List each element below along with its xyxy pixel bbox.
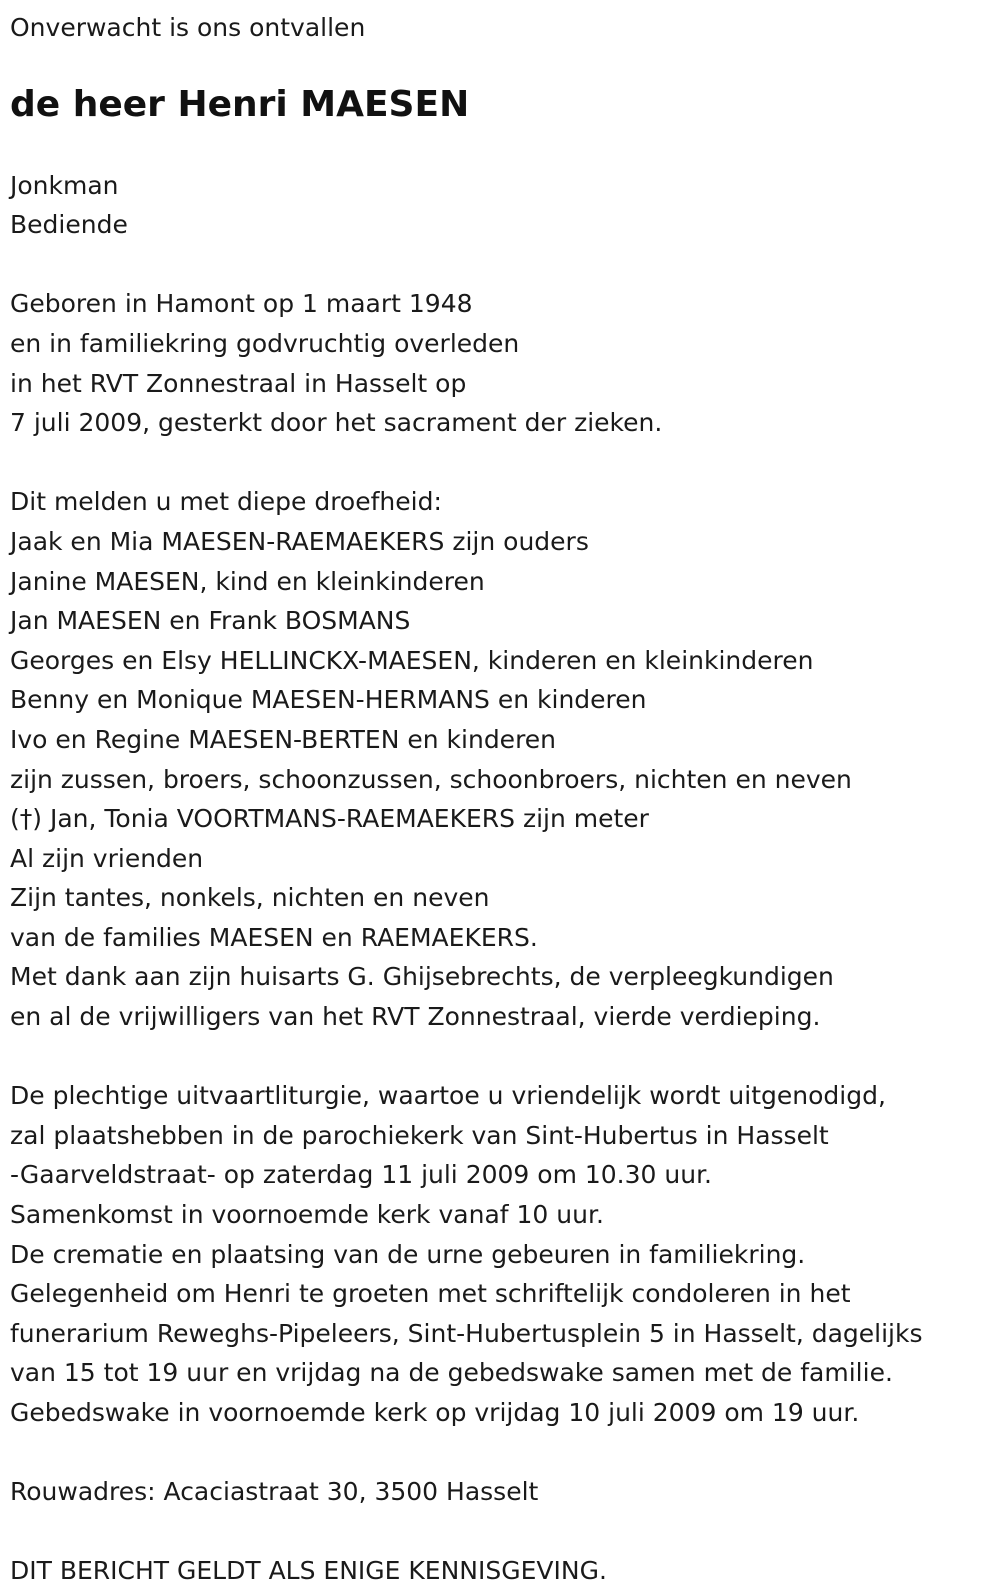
mourners-line: zijn zussen, broers, schoonzussen, schoonbroers, nichten en neven — [10, 764, 852, 794]
mourners-line: Jaak en Mia MAESEN-RAEMAEKERS zijn ouders — [10, 526, 589, 556]
birth-death-block — [10, 284, 990, 442]
descriptor-line: Bediende — [10, 210, 128, 240]
mourners-line: van de families MAESEN en RAEMAEKERS. — [10, 922, 538, 952]
mourners-line: Benny en Monique MAESEN-HERMANS en kinderen — [10, 685, 647, 715]
mourning-address: Rouwadres: Acaciastraat 30, 3500 Hasselt — [10, 1477, 539, 1507]
intro-line: Onverwacht is ons ontvallen — [10, 13, 366, 42]
mourners-line: Dit melden u met diepe droefheid: — [10, 487, 442, 517]
birth-death-line: 7 juli 2009, gesterkt door het sacrament der zieken. — [10, 408, 663, 438]
descriptor-line: Jonkman — [10, 170, 119, 200]
funeral-line: De plechtige uitvaartliturgie, waartoe u vriendelijk wordt uitgenodigd, — [10, 1081, 886, 1111]
descriptors-block — [10, 166, 990, 245]
mourners-line: Zijn tantes, nonkels, nichten en neven — [10, 883, 490, 913]
funeral-line: van 15 tot 19 uur en vrijdag na de gebedswake samen met de familie. — [10, 1358, 893, 1388]
mourners-line: Jan MAESEN en Frank BOSMANS — [10, 606, 411, 636]
mourners-block — [10, 482, 990, 1036]
birth-death-line: in het RVT Zonnestraal in Hasselt op — [10, 368, 467, 398]
spacer — [10, 1433, 990, 1473]
birth-death-line: Geboren in Hamont op 1 maart 1948 — [10, 289, 473, 319]
mourners-line: Al zijn vrienden — [10, 843, 204, 873]
funeral-line: Samenkomst in voornoemde kerk vanaf 10 uur. — [10, 1200, 604, 1230]
mourners-line: en al de vrijwilligers van het RVT Zonnestraal, vierde verdieping. — [10, 1002, 821, 1032]
sole-notice: DIT BERICHT GELDT ALS ENIGE KENNISGEVING. — [10, 1556, 607, 1586]
spacer — [10, 443, 990, 483]
mourners-line: Met dank aan zijn huisarts G. Ghijsebrechts, de verpleegkundigen — [10, 962, 834, 992]
funeral-line: funerarium Reweghs-Pipeleers, Sint-Hubertusplein 5 in Hasselt, dagelijks — [10, 1318, 923, 1348]
mourners-line: Georges en Elsy HELLINCKX-MAESEN, kinderen en kleinkinderen — [10, 645, 814, 675]
spacer — [10, 1037, 990, 1077]
mourners-line: Janine MAESEN, kind en kleinkinderen — [10, 566, 485, 596]
funeral-line: -Gaarveldstraat- op zaterdag 11 juli 2009 om 10.30 uur. — [10, 1160, 713, 1190]
mourners-line: Ivo en Regine MAESEN-BERTEN en kinderen — [10, 724, 557, 754]
funeral-line: zal plaatshebben in de parochiekerk van Sint-Hubertus in Hasselt — [10, 1120, 829, 1150]
birth-death-line: en in familiekring godvruchtig overleden — [10, 328, 520, 358]
funeral-line: Gelegenheid om Henri te groeten met schriftelijk condoleren in het — [10, 1279, 851, 1309]
deceased-name: de heer Henri MAESEN — [10, 83, 470, 125]
funeral-line: De crematie en plaatsing van de urne gebeuren in familiekring. — [10, 1239, 806, 1269]
mourners-line: (†) Jan, Tonia VOORTMANS-RAEMAEKERS zijn meter — [10, 804, 649, 834]
obituary-notice — [10, 8, 990, 1591]
spacer — [10, 1512, 990, 1552]
funeral-line: Gebedswake in voornoemde kerk op vrijdag 10 juli 2009 om 19 uur. — [10, 1398, 860, 1427]
spacer — [10, 245, 990, 285]
funeral-block — [10, 1076, 990, 1432]
